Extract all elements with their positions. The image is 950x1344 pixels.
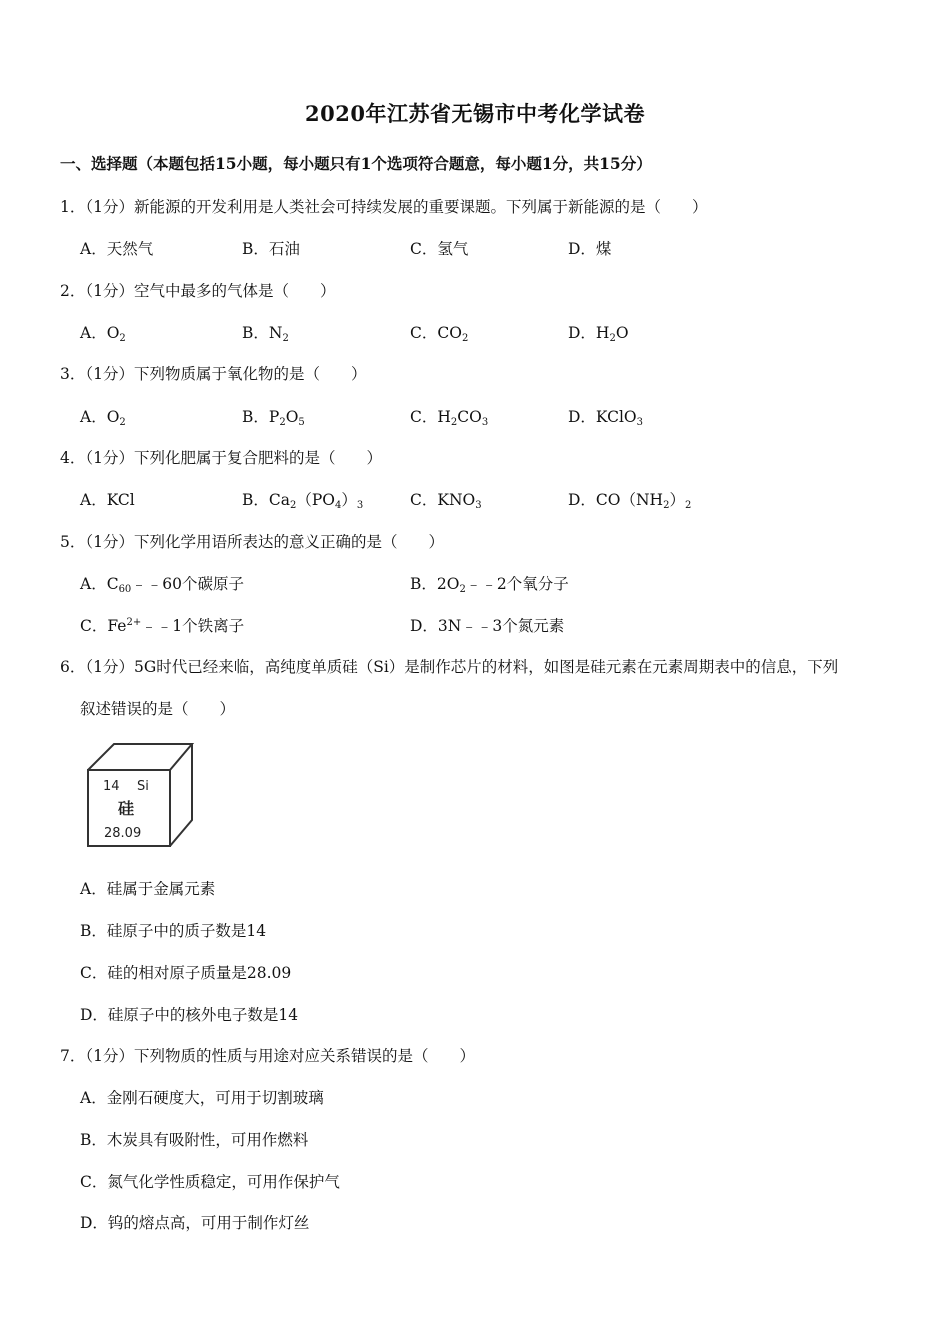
section-heading: 一、选择题（本题包括15小题，每小题只有1个选项符合题意，每小题1分，共15分）	[60, 154, 652, 173]
question-1-option-c: C．氢气	[410, 240, 469, 258]
question-3-option-d: D．KClO$_3$	[568, 408, 643, 428]
question-6-option-b: B．硅原子中的质子数是14	[80, 922, 267, 940]
question-6-option-c: C．硅的相对原子质量是28.09	[80, 964, 292, 982]
question-3-option-b: B．$P_2O_5$	[242, 408, 305, 428]
question-7-stem: 7．（1分）下列物质的性质与用途对应关系错误的是（ ）	[60, 1047, 475, 1065]
question-3-option-c: C．$H_2CO_3$	[410, 408, 489, 428]
question-7-option-c: C．氮气化学性质稳定，可用作保护气	[80, 1173, 340, 1191]
question-2-option-a: A．$O_2$	[80, 324, 126, 344]
question-4-option-b: B．$Ca_2(PO_4)_3$	[242, 491, 364, 511]
question-6-option-a: A．硅属于金属元素	[80, 880, 216, 898]
question-4-option-d: D．$CO(NH_2)_2$	[568, 491, 692, 511]
element-name: 硅	[118, 799, 135, 818]
element-atomic-mass: 28.09	[104, 826, 142, 841]
question-1-option-a: A．天然气	[80, 240, 154, 258]
question-5-option-a: A．$C_{60}﹣﹣60$个碳原子	[80, 575, 245, 595]
question-4-option-c: C．$KNO_3$	[410, 491, 482, 511]
question-2-option-b: B．$N_2$	[242, 324, 289, 344]
page-title: 2020年江苏省无锡市中考化学试卷	[305, 101, 645, 126]
question-4-option-a: A．KCl	[80, 491, 135, 509]
question-1-option-b: B．石油	[242, 240, 300, 258]
question-1-option-d: D．煤	[568, 240, 612, 258]
question-6-stem-line-1: 6．（1分）5G时代已经来临，高纯度单质硅（Si）是制作芯片的材料，如图是硅元素在元素周期表中的信息，下列	[60, 658, 839, 676]
question-6-stem-line-2: 叙述错误的是（ ）	[80, 700, 236, 718]
element-symbol: Si	[137, 779, 149, 794]
question-4-stem: 4．（1分）下列化肥属于复合肥料的是（ ）	[60, 449, 382, 467]
question-2-option-d: D．$H_2O$	[568, 324, 629, 344]
question-3-stem: 3．（1分）下列物质属于氧化物的是（ ）	[60, 365, 367, 383]
question-2-option-c: C．$CO_2$	[410, 324, 469, 344]
element-cube-drawing	[84, 742, 196, 850]
question-7-option-a: A．金刚石硬度大，可用于切割玻璃	[80, 1089, 324, 1107]
question-5-option-c: C．$Fe^{2+}﹣﹣1$个铁离子	[80, 617, 245, 635]
question-6-option-d: D．硅原子中的核外电子数是14	[80, 1006, 299, 1024]
element-tile-figure	[84, 742, 196, 850]
question-3-option-a: A．$O_2$	[80, 408, 126, 428]
question-7-option-b: B．木炭具有吸附性，可用作燃料	[80, 1131, 309, 1149]
question-5-stem: 5．（1分）下列化学用语所表达的意义正确的是（ ）	[60, 533, 444, 551]
question-5-option-b: B．$2O_2﹣﹣2$个氧分子	[410, 575, 569, 595]
question-7-option-d: D．钨的熔点高，可用于制作灯丝	[80, 1214, 310, 1232]
question-2-stem: 2．（1分）空气中最多的气体是（ ）	[60, 282, 336, 300]
question-5-option-d: D．3N﹣﹣3个氮元素	[410, 617, 565, 635]
element-atomic-number: 14	[103, 779, 120, 794]
question-1-stem: 1．（1分）新能源的开发利用是人类社会可持续发展的重要课题。下列属于新能源的是（ ）	[60, 198, 708, 216]
